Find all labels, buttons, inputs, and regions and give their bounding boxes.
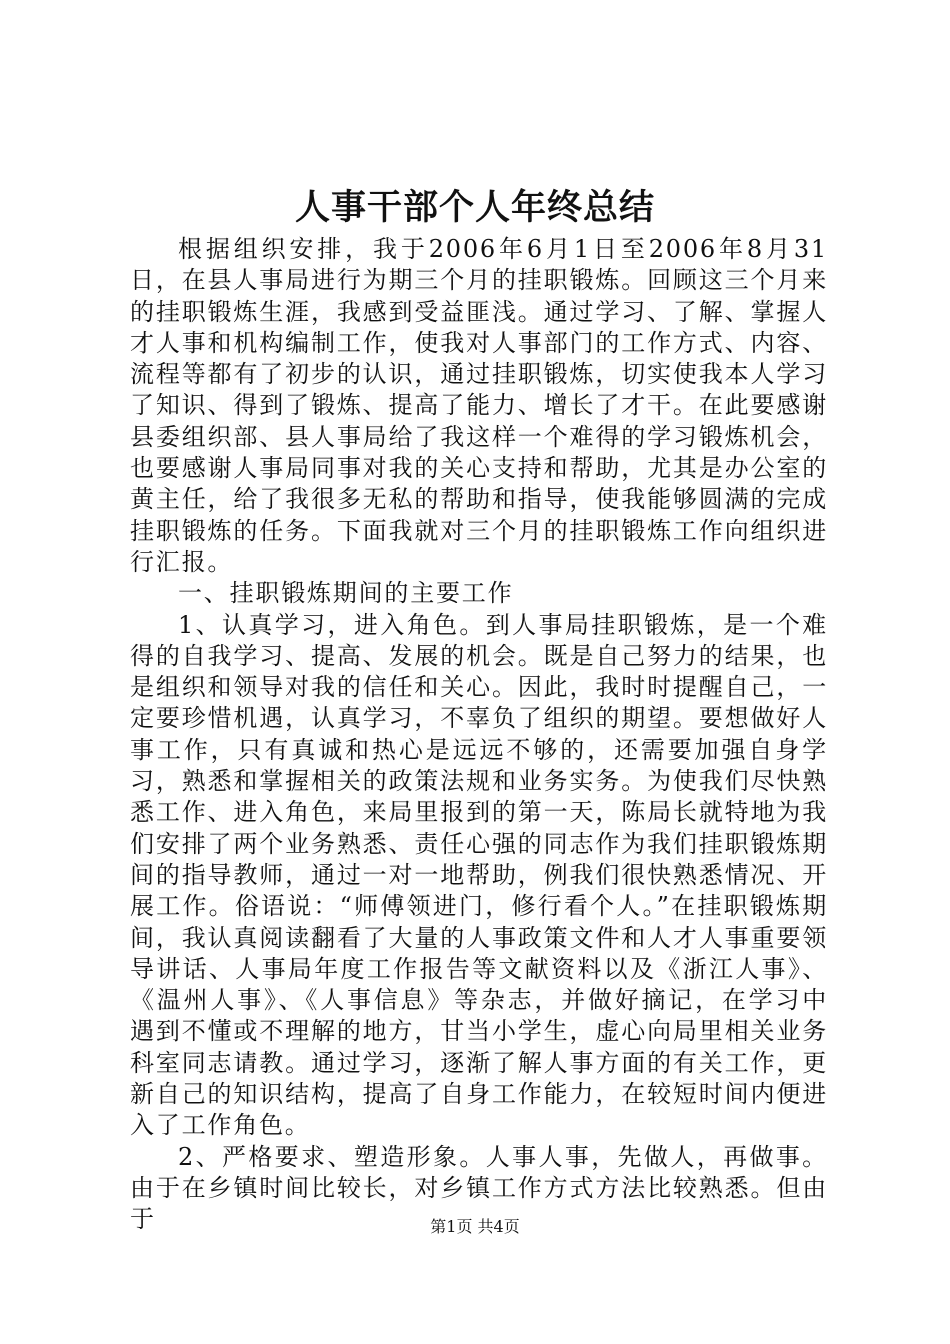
- paragraph-requirements: 2、严格要求、塑造形象。人事人事，先做人，再做事。由于在乡镇时间比较长，对乡镇工作方式方法比较熟悉。但由于: [130, 1142, 828, 1234]
- paragraph-study: 1、认真学习，进入角色。到人事局挂职锻炼，是一个难得的自我学习、提高、发展的机会。既是自己努力的结果，也是组织和领导对我的信任和关心。因此，我时时提醒自己，一定要珍惜机遇，认真学习，不辜负了组织的期望。要想做好人事工作，只有真诚和热心是远远不够的，还需要加强自身学习，熟悉和掌握相关的政策法规和业务实务。为使我们尽快熟悉工作、进入角色，来局里报到的第一天，陈局长就特地为我们安排了两个业务熟悉、责任心强的同志作为我们挂职锻炼期间的指导教师，通过一对一地帮助，例我们很快熟悉情况、开展工作。俗语说：“师傅领进门，修行看个人。”在挂职锻炼期间，我认真阅读翻看了大量的人事政策文件和人才人事重要领导讲话、人事局年度工作报告等文献资料以及《浙江人事》、《温州人事》、《人事信息》等杂志，并做好摘记，在学习中遇到不懂或不理解的地方，甘当小学生，虚心向局里相关业务科室同志请教。通过学习，逐渐了解人事方面的有关工作，更新自己的知识结构，提高了自身工作能力，在较短时间内便进入了工作角色。: [130, 610, 828, 1140]
- paragraph-intro: 根据组织安排，我于2006年6月1日至2006年8月31日，在县人事局进行为期三个月的挂职锻炼。回顾这三个月来的挂职锻炼生涯，我感到受益匪浅。通过学习、了解、掌握人才人事和机构编制工作，使我对人事部门的工作方式、内容、流程等都有了初步的认识，通过挂职锻炼，切实使我本人学习了知识、得到了锻炼、提高了能力、增长了才干。在此要感谢县委组织部、县人事局给了我这样一个难得的学习锻炼机会，也要感谢人事局同事对我的关心支持和帮助，尤其是办公室的黄主任，给了我很多无私的帮助和指导，使我能够圆满的完成挂职锻炼的任务。下面我就对三个月的挂职锻炼工作向组织进行汇报。: [130, 235, 828, 576]
- page-footer: 第1页 共4页: [430, 1217, 520, 1236]
- document-body: [130, 234, 828, 1236]
- document-title: 人事干部个人年终总结: [294, 187, 655, 228]
- section-heading: 一、挂职锻炼期间的主要工作: [178, 579, 514, 608]
